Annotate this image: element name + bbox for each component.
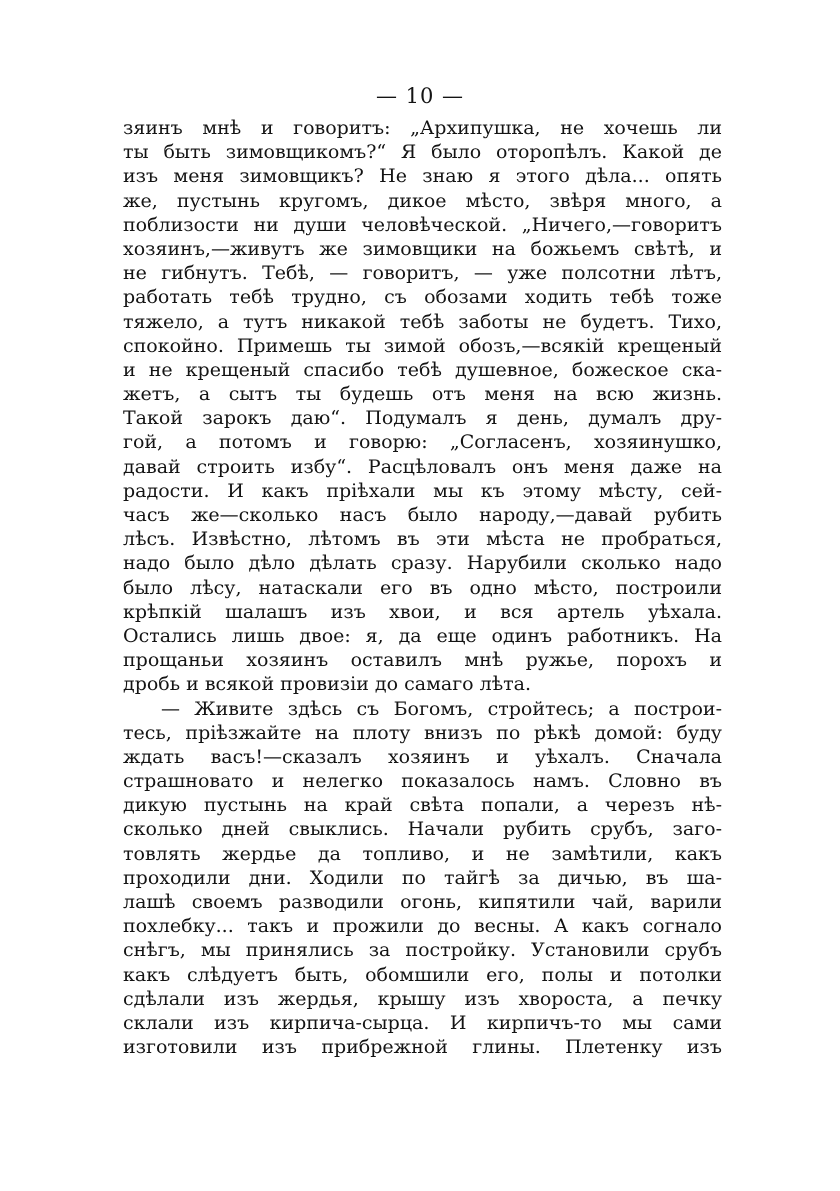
- text-line: спокойно. Примешь ты зимой обозъ,—всякій крещеный: [123, 334, 722, 357]
- text-line: крѣпкій шалашъ изъ хвои, и вся артель уѣхала.: [123, 600, 722, 623]
- text-line: дикую пустынь на край свѣта попали, а черезъ нѣ-: [123, 794, 722, 817]
- text-line: гой, а потомъ и говорю: „Согласенъ, хозяинушко,: [123, 431, 722, 454]
- text-line: и не крещеный спасибо тебѣ душевное, божеское ска-: [123, 358, 722, 381]
- text-line: зяинъ мнѣ и говоритъ: „Архипушка, не хочешь ли: [123, 117, 722, 139]
- text-line: проходили дни. Ходили по тайгѣ за дичью, въ ша-: [123, 866, 722, 889]
- text-line: снѣгъ, мы принялись за постройку. Установили срубъ: [123, 939, 722, 962]
- text-line-paragraph-start: — Живите здѣсь съ Богомъ, стройтесь; а построи-: [161, 697, 722, 720]
- text-line: похлебку... такъ и прожили до весны. А какъ согнало: [123, 915, 722, 938]
- text-line-paragraph-end: дробь и всякой провизіи до самаго лѣта.: [123, 673, 532, 696]
- text-line: склали изъ кирпича-сырца. И кирпичъ-то мы сами: [123, 1011, 722, 1034]
- page-number: — 10 —: [375, 84, 465, 108]
- text-line: сдѣлали изъ жердья, крышу изъ хвороста, а печку: [123, 987, 722, 1010]
- text-line: поблизости ни души человѣческой. „Ничего,—говоритъ: [123, 213, 722, 236]
- text-line: страшновато и нелегко показалось намъ. Словно въ: [123, 770, 722, 793]
- text-line: товлять жердье да топливо, и не замѣтили, какъ: [123, 842, 722, 865]
- text-line: сколько дней свыклись. Начали рубить срубъ, заго-: [123, 818, 722, 841]
- text-line: работать тебѣ трудно, съ обозами ходить тебѣ тоже: [123, 286, 722, 309]
- text-line: лѣсъ. Извѣстно, лѣтомъ въ эти мѣста не пробраться,: [123, 528, 722, 551]
- body-text: [123, 116, 722, 1059]
- text-line: ты быть зимовщикомъ?“ Я было оторопѣлъ. Какой де: [123, 141, 722, 164]
- text-line: же, пустынь кругомъ, дикое мѣсто, звѣря много, а: [123, 189, 722, 212]
- text-line: изготовили изъ прибрежной глины. Плетенку изъ: [123, 1036, 722, 1059]
- text-line: надо было дѣло дѣлать сразу. Нарубили сколько надо: [123, 552, 722, 575]
- text-line: не гибнутъ. Тебѣ, — говоритъ, — уже полсотни лѣтъ,: [123, 262, 722, 285]
- text-line: часъ же—сколько насъ было народу,—давай рубить: [123, 504, 722, 526]
- text-line: радости. И какъ пріѣхали мы къ этому мѣсту, сей-: [123, 479, 722, 502]
- text-line: изъ меня зимовщикъ? Не знаю я этого дѣла... опять: [123, 165, 722, 188]
- text-line: ждать васъ!—сказалъ хозяинъ и уѣхалъ. Сначала: [123, 745, 722, 768]
- text-line: лашѣ своемъ разводили огонь, кипятили чай, варили: [123, 891, 722, 913]
- text-line: какъ слѣдуетъ быть, обомшили его, полы и потолки: [123, 963, 722, 986]
- text-line: тяжело, а тутъ никакой тебѣ заботы не будетъ. Тихо,: [123, 310, 722, 333]
- text-line: Такой зарокъ даю“. Подумалъ я день, думалъ дру-: [123, 407, 722, 430]
- text-line: жетъ, а сытъ ты будешь отъ меня на всю жизнь.: [123, 383, 722, 406]
- text-line: хозяинъ,—живутъ же зимовщики на божьемъ свѣтѣ, и: [123, 237, 722, 260]
- text-line: Остались лишь двое: я, да еще одинъ работникъ. На: [123, 624, 722, 647]
- text-line: прощаньи хозяинъ оставилъ мнѣ ружье, порохъ и: [123, 649, 722, 672]
- text-line: было лѣсу, натаскали его въ одно мѣсто, построили: [123, 576, 722, 599]
- text-line: тесь, пріѣзжайте на плоту внизъ по рѣкѣ домой: буду: [123, 721, 722, 744]
- text-line: давай строить избу“. Расцѣловалъ онъ меня даже на: [123, 455, 722, 478]
